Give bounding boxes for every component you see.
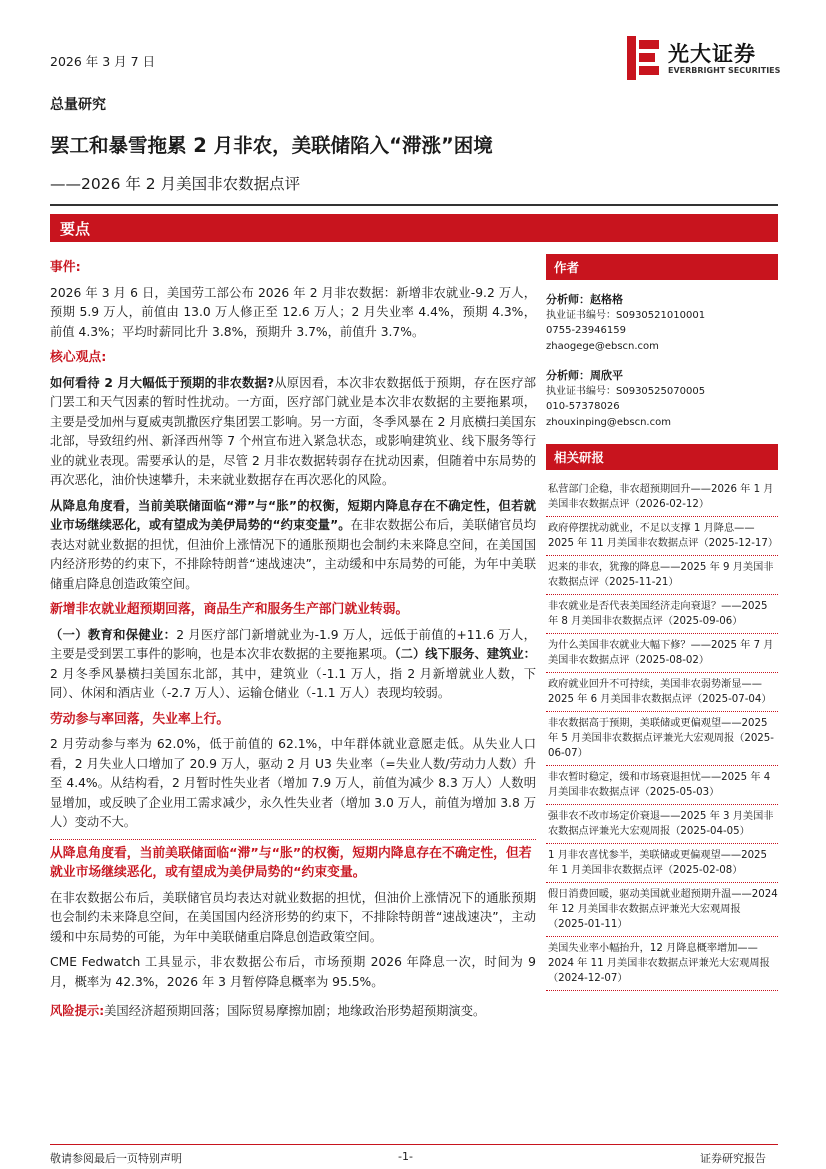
analyst-2	[546, 368, 778, 430]
paragraph-3-body-2: 2 月冬季风暴横扫美国东北部，其中，建筑业（-1.1 万人，指 2 月新增就业人数，下同）、休闲和酒店业（-2.7 万人）、运输仓储业（-1.1 万人）表现均较弱。	[50, 666, 536, 700]
paragraph-3	[50, 626, 536, 704]
analyst-2-name: 分析师：周欣平	[546, 369, 623, 382]
report-title: 罢工和暴雪拖累 2 月非农，美联储陷入“滞涨”困境	[50, 134, 493, 157]
header-divider	[50, 204, 778, 206]
logo-name-en: EVERBRIGHT SECURITIES	[668, 66, 781, 75]
related-report-item[interactable]: 假日消费回暖，驱动美国就业超预期升温——2024 年 12 月美国非农数据点评兼光大宏观周报（2025-01-11）	[546, 883, 778, 937]
analyst-1-name: 分析师：赵格格	[546, 293, 623, 306]
report-date: 2026 年 3 月 7 日	[50, 54, 156, 69]
report-category: 总量研究	[50, 97, 106, 113]
paragraph-2-body: 在非农数据公布后，美联储官员均表达对就业数据的担忧，但油价上涨情况下的通胀预期也会制约未来降息空间，在美国国内经济形势的约束下，不排除特朗普“速战速决”，主动缓和中东局势的可能，为年中美联储重启降息创造政策空间。	[50, 518, 536, 591]
paragraph-6: CME Fedwatch 工具显示，非农数据公布后，市场预期 2026 年降息一次，时间为 9 月，概率为 42.3%，2026 年 3 月暂停降息概率为 95.5%。	[50, 955, 536, 989]
related-report-item[interactable]: 私营部门企稳，非农超预期回升——2026 年 1 月美国非农数据点评（2026-02-12）	[546, 478, 778, 517]
related-report-item[interactable]: 政府就业回升不可持续，美国非农弱势渐显——2025 年 6 月美国非农数据点评（2025-07-04）	[546, 673, 778, 712]
related-reports-panel	[546, 444, 778, 991]
related-report-item[interactable]: 美国失业率小幅抬升，12 月降息概率增加——2024 年 11 月美国非农数据点评兼光大宏观周报（2024-12-07）	[546, 937, 778, 991]
analyst-1-cert: 执业证书编号：S0930521010001	[546, 309, 706, 321]
footer-divider	[50, 1144, 778, 1145]
main-content	[50, 258, 536, 1028]
analyst-2-cert: 执业证书编号：S0930525070005	[546, 385, 706, 397]
paragraph-2-lead: 从降息角度看，当前美联储面临“滞”与“胀”的权衡，短期内降息存在不确定性，但若就业市场继续恶化，或有望成为美伊局势的“约束变量”。	[50, 498, 536, 532]
paragraph-1-lead: 如何看待 2 月大幅低于预期的非农数据?	[50, 375, 275, 390]
risk-label: 风险提示:	[50, 1004, 105, 1018]
footer-disclaimer: 敬请参阅最后一页特别声明	[50, 1152, 182, 1165]
section-heading-labor: 劳动参与率回落，失业率上行。	[50, 711, 230, 727]
paragraph-3-body-1: 2 月医疗部门新增就业为-1.9 万人，远低于前值的+11.6 万人，主要是受到罢工事件的影响，也是本次非农数据的主要拖累项。	[50, 627, 536, 661]
analyst-1-phone: 0755-23946159	[546, 325, 626, 336]
analyst-2-phone: 010-57378026	[546, 401, 620, 412]
related-report-item[interactable]: 强非农不改市场定价衰退——2025 年 3 月美国非农数据点评兼光大宏观周报（2025-04-05）	[546, 805, 778, 844]
risk-text: 美国经济超预期回落；国际贸易摩擦加剧；地缘政治形势超预期演变。	[104, 1004, 486, 1018]
analyst-1	[546, 292, 778, 354]
paragraph-5: 在非农数据公布后，美联储官员均表达对就业数据的担忧，但油价上涨情况下的通胀预期也会制约未来降息空间，在美国国内经济形势的约束下，不排除特朗普“速战速决”，主动缓和中东局势的可能，为年中美联储重启降息创造政策空间。	[50, 890, 536, 944]
related-label: 相关研报	[546, 444, 778, 470]
key-points-label: 要点	[60, 220, 91, 238]
risk-note	[50, 1002, 536, 1022]
related-report-item[interactable]: 非农就业是否代表美国经济走向衰退？——2025 年 8 月美国非农数据点评（2025-09-06）	[546, 595, 778, 634]
paragraph-4: 2 月劳动参与率为 62.0%，低于前值的 62.1%，中年群体就业意愿走低。从失业人口看，2 月失业人口增加了 20.9 万人，驱动 2 月 U3 失业率（=失业人数/劳动力人数）升至 4.4%。从结构看，2 月暂时性失业者（增加 7.9 万人，前值为减少 8.3 万人）人数明显增加，或反映了企业用工需求减少，永久性失业者（增加 3.0 万人，前值为增加 3.8 万人）变动不大。	[50, 737, 536, 829]
related-report-item[interactable]: 为什么美国非农就业大幅下修？——2025 年 7 月美国非农数据点评（2025-08-02）	[546, 634, 778, 673]
author-label: 作者	[546, 254, 778, 280]
logo-name: 光大证券	[668, 42, 756, 66]
related-list	[546, 478, 778, 991]
paragraph-2	[50, 497, 536, 595]
paragraph-1	[50, 374, 536, 491]
related-report-item[interactable]: 非农暂时稳定，缓和市场衰退担忧——2025 年 4 月美国非农数据点评（2025-05-03）	[546, 766, 778, 805]
section-heading-rates: 从降息角度看，当前美联储面临“滞”与“胀”的权衡，短期内降息存在不确定性，但若就业市场继续恶化，或有望成为美伊局势的“约束变量。	[50, 839, 536, 883]
related-report-item[interactable]: 政府停摆扰动就业，不足以支撑 1 月降息——2025 年 11 月美国非农数据点评（2025-12-17）	[546, 517, 778, 556]
author-panel	[546, 254, 778, 430]
related-report-item[interactable]: 非农数据高于预期，美联储或更偏观望——2025 年 5 月美国非农数据点评兼光大宏观周报（2025-06-07）	[546, 712, 778, 766]
core-heading: 核心观点:	[50, 350, 107, 365]
page-number: -1-	[398, 1150, 413, 1163]
event-heading: 事件:	[50, 260, 81, 275]
paragraph-3-lead-1: （一）教育和保健业：	[50, 627, 177, 642]
related-report-item[interactable]: 1 月非农喜忧参半，美联储或更偏观望——2025 年 1 月美国非农数据点评（2025-02-08）	[546, 844, 778, 883]
analyst-2-email[interactable]: zhouxinping@ebscn.com	[546, 416, 671, 428]
related-report-item[interactable]: 迟来的非农，犹豫的降息——2025 年 9 月美国非农数据点评（2025-11-21）	[546, 556, 778, 595]
report-subtitle: ——2026 年 2 月美国非农数据点评	[50, 175, 301, 193]
everbright-logo-icon	[627, 36, 663, 80]
section-heading-nonfarm: 新增非农就业超预期回落，商品生产和服务生产部门就业转弱。	[50, 602, 409, 617]
key-points-bar	[50, 214, 778, 242]
footer-report-type: 证券研究报告	[700, 1152, 766, 1165]
paragraph-3-lead-2: （二）线下服务、建筑业：	[394, 647, 536, 661]
analyst-1-email[interactable]: zhaogege@ebscn.com	[546, 340, 659, 352]
event-paragraph: 2026 年 3 月 6 日，美国劳工部公布 2026 年 2 月非农数据：新增非农就业-9.2 万人，预期 5.9 万人，前值由 13.0 万人修正至 12.6 万人；2 月失业率 4.4%，预期 4.3%，前值 4.3%；平均时薪同比升 3.8%，预期升 3.7%，前值升 3.7%。	[50, 285, 536, 339]
paragraph-1-body: 从原因看，本次非农数据低于预期，存在医疗部门罢工和天气因素的暂时性扰动。一方面，医疗部门就业是本次非农数据的主要拖累项，主要是受加州与夏威夷凯撒医疗集团罢工影响。另一方面，冬季风暴在 2 月底横扫美国东北部，导致纽约州、新泽西州等 7 个州宣布进入紧急状态，或影响建筑业、线下服务等行业的就业表现。需要承认的是，尽管 2 月非农数据转弱存在扰动因素，但随着中东局势的再次恶化，油价快速攀升，未来就业数据存在再次恶化的风险。	[50, 375, 536, 487]
